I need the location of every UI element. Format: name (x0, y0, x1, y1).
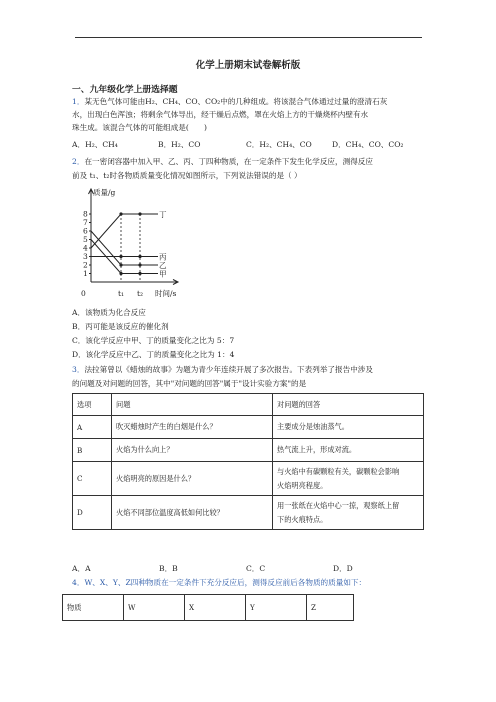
series-point (119, 272, 122, 275)
table-cell-answer: 主要成分是烛油蒸气。 (273, 416, 424, 439)
x-tick-label: t₂ (137, 289, 144, 298)
table-cell-option: D (73, 496, 112, 530)
q3-number: 3． (72, 365, 85, 374)
table-cell-question: 火焰为什么向上？ (112, 439, 273, 462)
table-cell-option: B (73, 439, 112, 462)
q3-table (72, 393, 424, 530)
table-cell-option: A (73, 416, 112, 439)
q3-options (72, 563, 422, 575)
q4-line-1: 4．W、X、Y、Z四种物质在一定条件下充分反应后，测得反应前后各物质的质量如下： (72, 578, 367, 587)
y-tick-label: 1 (83, 269, 88, 278)
q3-option-b[interactable]: B．B (159, 564, 178, 573)
y-tick-label: 2 (83, 260, 88, 270)
series-point (138, 255, 141, 258)
series-label: 甲 (159, 269, 167, 279)
q1-line-1: 1．某无色气体可能由H₂、CH₄、CO、CO₂中的几种组成。将该混合气体通过过量的澄清石灰 (72, 97, 388, 106)
table-cell-option: C (73, 462, 112, 496)
q1-line-2: 水，出现白色浑浊；将剩余气体导出，经干燥后点燃，罩在火焰上方的干燥烧杯内壁有水 (72, 110, 369, 119)
y-axis-label: 质量/g (93, 188, 116, 197)
section-heading: 一、九年级化学上册选择题 (72, 85, 178, 95)
q3-line-1: 3．法拉第曾以《蜡烛的故事》为题为青少年连续开展了多次报告。下表列举了报告中涉及 (72, 365, 373, 374)
x-tick-label: t₁ (118, 289, 125, 298)
table-cell-answer: 用一张纸在火焰中心一掠，观察纸上留 下的火痕特点。 (273, 496, 424, 530)
table-row (73, 462, 424, 496)
y-tick-label: 4 (83, 243, 88, 253)
q2-option-c[interactable]: C．该化学反应中甲、丁的质量变化之比为 5：7 (72, 336, 235, 345)
table-cell-question: 火焰明亮的原因是什么？ (112, 462, 273, 496)
page-title: 化学上册期末试卷解析版 (195, 60, 301, 71)
series-point (138, 263, 141, 266)
table-row (73, 496, 424, 530)
q2-number: 2． (72, 157, 85, 166)
q4-table (62, 594, 354, 621)
q1-option-c[interactable]: C．H₂、CH₄、CO (246, 140, 312, 149)
table-header-row (73, 394, 424, 416)
y-tick-label: 3 (83, 252, 88, 261)
table-row (73, 416, 424, 439)
table-cell-answer: 与火焰中有碳颗粒有关，碳颗粒会影响 火焰明亮程度。 (273, 462, 424, 496)
q2-option-d[interactable]: D．该化学反应中乙、丁的质量变化之比为 1：4 (72, 350, 235, 359)
q2-option-b[interactable]: B．丙可能是该反应的催化剂 (72, 322, 169, 331)
y-tick-label: 6 (83, 226, 88, 236)
y-tick-label: 8 (83, 209, 88, 219)
table-header-answer: 对问题的回答 (273, 394, 424, 416)
table-header-option: 选项 (73, 394, 112, 416)
table-header-row (63, 595, 354, 621)
q3-option-c[interactable]: C．C (246, 564, 266, 573)
q1-options (72, 139, 422, 151)
table-row (73, 439, 424, 462)
table-header-z: Z (307, 595, 354, 621)
series-label: 丙 (159, 252, 167, 262)
table-header-question: 问题 (112, 394, 273, 416)
y-tick-label: 5 (83, 235, 88, 244)
table-header-w: W (124, 595, 185, 621)
series-point (119, 212, 122, 215)
q3-line-2: 的问题及对问题的回答，其中"对问题的回答"属于"设计实验方案"的是 (72, 379, 307, 388)
mass-time-chart (77, 186, 187, 301)
y-tick-label: 7 (83, 218, 88, 227)
series-line (91, 214, 140, 248)
x-axis-label: 时间/s (155, 289, 177, 298)
q1-option-a[interactable]: A．H₂、CH₄ (72, 140, 118, 149)
table-header-y: Y (246, 595, 307, 621)
q1-number: 1． (72, 97, 85, 106)
q2-option-a[interactable]: A．该物质为化合反应 (72, 308, 146, 317)
q1-line-3: 珠生成。该混合气体的可能组成是( ) (72, 123, 208, 132)
series-point (119, 263, 122, 266)
series-label: 乙 (159, 261, 167, 270)
q1-option-d[interactable]: D．CH₄、CO、CO₂ (332, 140, 404, 149)
table-cell-question: 吹灭蜡烛时产生的白烟是什么？ (112, 416, 273, 439)
x-tick-label: 0 (81, 289, 86, 298)
q2-line-1: 2．在一密闭容器中加入甲、乙、丙、丁四种物质，在一定条件下发生化学反应，测得反应 (72, 157, 373, 166)
series-point (138, 272, 141, 275)
q4-number: 4． (72, 578, 85, 587)
series-label: 丁 (159, 210, 167, 219)
series-point (138, 212, 141, 215)
table-header-x: X (185, 595, 246, 621)
q1-option-b[interactable]: B．H₂、CO (158, 140, 201, 149)
q3-option-d[interactable]: D．D (333, 564, 353, 573)
table-header-substance: 物质 (63, 595, 124, 621)
q3-option-a[interactable]: A．A (72, 564, 91, 573)
table-cell-answer: 热气流上升，形成对流。 (273, 439, 424, 462)
series-point (119, 255, 122, 258)
table-cell-question: 火焰不同部位温度高低如何比较？ (112, 496, 273, 530)
header-rule (75, 37, 422, 38)
q2-line-2: 前及 t₁、t₂时各物质质量变化情况如图所示，下列说法错误的是（ ） (72, 171, 302, 180)
